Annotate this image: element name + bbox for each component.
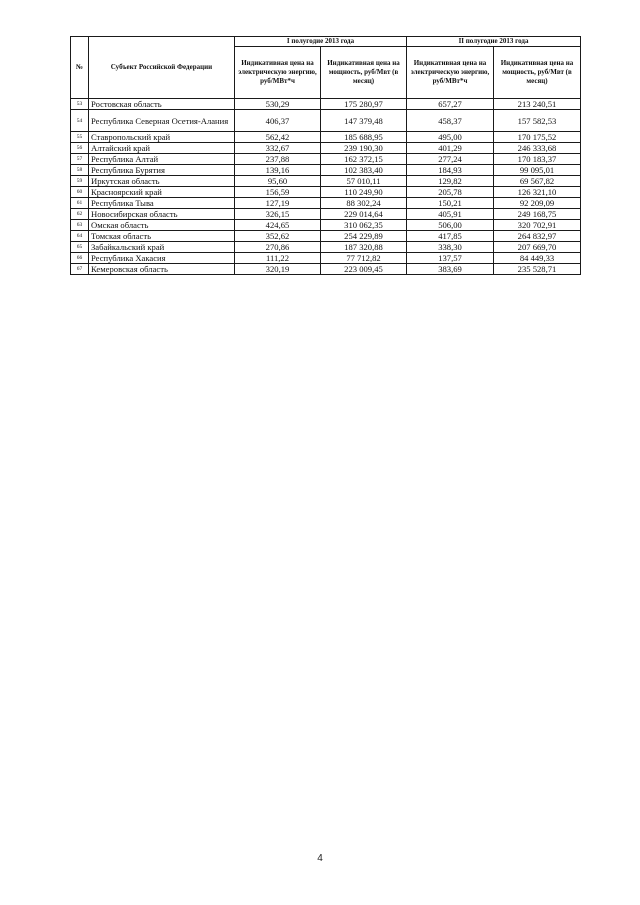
row-subject: Красноярский край bbox=[89, 187, 235, 198]
row-h2-capacity: 69 567,82 bbox=[494, 176, 581, 187]
row-h2-capacity: 249 168,75 bbox=[494, 209, 581, 220]
row-subject: Ростовская область bbox=[89, 99, 235, 110]
row-h1-energy: 320,19 bbox=[235, 264, 321, 275]
row-h2-capacity: 170 183,37 bbox=[494, 154, 581, 165]
row-h2-capacity: 99 095,01 bbox=[494, 165, 581, 176]
row-h2-energy: 657,27 bbox=[407, 99, 494, 110]
row-h2-energy: 495,00 bbox=[407, 132, 494, 143]
row-number: 62 bbox=[71, 209, 89, 220]
row-h2-energy: 277,24 bbox=[407, 154, 494, 165]
header-h1-energy-price: Индикативная цена на электрическую энергию, руб/МВт*ч bbox=[235, 47, 321, 99]
row-h2-capacity: 157 582,53 bbox=[494, 110, 581, 132]
row-h1-energy: 127,19 bbox=[235, 198, 321, 209]
row-h2-capacity: 92 209,09 bbox=[494, 198, 581, 209]
row-h1-energy: 326,15 bbox=[235, 209, 321, 220]
row-h1-capacity: 102 383,40 bbox=[321, 165, 407, 176]
row-subject: Республика Алтай bbox=[89, 154, 235, 165]
row-h1-capacity: 77 712,82 bbox=[321, 253, 407, 264]
header-h2-energy-price: Индикативная цена на электрическую энергию, руб/МВт*ч bbox=[407, 47, 494, 99]
header-h2-capacity-price: Индикативная цена на мощность, руб/Мвт (в месяц) bbox=[494, 47, 581, 99]
table-row bbox=[71, 209, 581, 220]
row-h2-energy: 417,85 bbox=[407, 231, 494, 242]
table-row bbox=[71, 154, 581, 165]
row-h2-capacity: 84 449,33 bbox=[494, 253, 581, 264]
header-h1-capacity-price: Индикативная цена на мощность, руб/Мвт (в месяц) bbox=[321, 47, 407, 99]
row-number: 54 bbox=[71, 110, 89, 132]
row-subject: Республика Северная Осетия-Алания bbox=[89, 110, 235, 132]
row-h1-capacity: 239 190,30 bbox=[321, 143, 407, 154]
row-h1-energy: 270,86 bbox=[235, 242, 321, 253]
row-subject: Новосибирская область bbox=[89, 209, 235, 220]
row-h1-energy: 111,22 bbox=[235, 253, 321, 264]
row-h1-capacity: 185 688,95 bbox=[321, 132, 407, 143]
table-header bbox=[71, 37, 581, 99]
row-h2-capacity: 213 240,51 bbox=[494, 99, 581, 110]
row-h1-energy: 95,60 bbox=[235, 176, 321, 187]
row-number: 61 bbox=[71, 198, 89, 209]
row-number: 59 bbox=[71, 176, 89, 187]
row-h2-capacity: 126 321,10 bbox=[494, 187, 581, 198]
row-subject: Республика Хакасия bbox=[89, 253, 235, 264]
row-h1-capacity: 223 009,45 bbox=[321, 264, 407, 275]
header-period-2: II полугодие 2013 года bbox=[407, 37, 581, 47]
header-subject: Субъект Российской Федерации bbox=[89, 37, 235, 99]
table-row bbox=[71, 220, 581, 231]
row-h2-energy: 150,21 bbox=[407, 198, 494, 209]
table-row bbox=[71, 110, 581, 132]
row-h2-capacity: 235 528,71 bbox=[494, 264, 581, 275]
row-subject: Республика Тыва bbox=[89, 198, 235, 209]
table-row bbox=[71, 165, 581, 176]
row-h1-energy: 156,59 bbox=[235, 187, 321, 198]
table-row bbox=[71, 187, 581, 198]
row-number: 58 bbox=[71, 165, 89, 176]
row-h2-capacity: 207 669,70 bbox=[494, 242, 581, 253]
row-h1-energy: 424,65 bbox=[235, 220, 321, 231]
table-body bbox=[71, 99, 581, 275]
row-h1-energy: 530,29 bbox=[235, 99, 321, 110]
row-h1-capacity: 147 379,48 bbox=[321, 110, 407, 132]
row-h1-capacity: 162 372,15 bbox=[321, 154, 407, 165]
row-subject: Иркутская область bbox=[89, 176, 235, 187]
table-row bbox=[71, 143, 581, 154]
row-subject: Томская область bbox=[89, 231, 235, 242]
row-number: 60 bbox=[71, 187, 89, 198]
row-h1-capacity: 187 320,88 bbox=[321, 242, 407, 253]
table-row bbox=[71, 264, 581, 275]
header-row-periods bbox=[71, 37, 581, 47]
row-number: 67 bbox=[71, 264, 89, 275]
page-number: 4 bbox=[317, 853, 323, 864]
row-subject: Республика Бурятия bbox=[89, 165, 235, 176]
row-number: 57 bbox=[71, 154, 89, 165]
row-h1-capacity: 88 302,24 bbox=[321, 198, 407, 209]
row-subject: Забайкальский край bbox=[89, 242, 235, 253]
row-h2-energy: 129,82 bbox=[407, 176, 494, 187]
row-number: 55 bbox=[71, 132, 89, 143]
table-row bbox=[71, 253, 581, 264]
table-row bbox=[71, 198, 581, 209]
row-h2-energy: 401,29 bbox=[407, 143, 494, 154]
row-number: 63 bbox=[71, 220, 89, 231]
row-h1-capacity: 175 280,97 bbox=[321, 99, 407, 110]
row-h1-energy: 352,62 bbox=[235, 231, 321, 242]
row-h1-capacity: 110 249,90 bbox=[321, 187, 407, 198]
row-h2-energy: 338,30 bbox=[407, 242, 494, 253]
row-h1-energy: 562,42 bbox=[235, 132, 321, 143]
row-h2-capacity: 264 832,97 bbox=[494, 231, 581, 242]
row-h2-energy: 205,78 bbox=[407, 187, 494, 198]
header-number: № bbox=[71, 37, 89, 99]
row-subject: Кемеровская область bbox=[89, 264, 235, 275]
table-row bbox=[71, 242, 581, 253]
row-number: 53 bbox=[71, 99, 89, 110]
row-h1-energy: 406,37 bbox=[235, 110, 321, 132]
tariff-table bbox=[70, 36, 581, 275]
row-h1-capacity: 310 062,35 bbox=[321, 220, 407, 231]
row-h2-capacity: 320 702,91 bbox=[494, 220, 581, 231]
table-row bbox=[71, 132, 581, 143]
table-row bbox=[71, 176, 581, 187]
row-h1-energy: 237,88 bbox=[235, 154, 321, 165]
row-subject: Омская область bbox=[89, 220, 235, 231]
row-number: 56 bbox=[71, 143, 89, 154]
row-h2-energy: 405,91 bbox=[407, 209, 494, 220]
table-row bbox=[71, 231, 581, 242]
row-h2-energy: 383,69 bbox=[407, 264, 494, 275]
row-h2-capacity: 246 333,68 bbox=[494, 143, 581, 154]
header-period-1: I полугодие 2013 года bbox=[235, 37, 407, 47]
row-h1-capacity: 254 229,89 bbox=[321, 231, 407, 242]
row-h2-energy: 458,37 bbox=[407, 110, 494, 132]
row-number: 66 bbox=[71, 253, 89, 264]
row-h1-energy: 332,67 bbox=[235, 143, 321, 154]
row-h1-energy: 139,16 bbox=[235, 165, 321, 176]
row-h2-energy: 137,57 bbox=[407, 253, 494, 264]
row-h2-energy: 184,93 bbox=[407, 165, 494, 176]
table-row bbox=[71, 99, 581, 110]
row-h1-capacity: 57 010,11 bbox=[321, 176, 407, 187]
row-subject: Алтайский край bbox=[89, 143, 235, 154]
row-h2-energy: 506,00 bbox=[407, 220, 494, 231]
row-number: 64 bbox=[71, 231, 89, 242]
row-number: 65 bbox=[71, 242, 89, 253]
row-subject: Ставропольский край bbox=[89, 132, 235, 143]
row-h1-capacity: 229 014,64 bbox=[321, 209, 407, 220]
row-h2-capacity: 170 175,52 bbox=[494, 132, 581, 143]
